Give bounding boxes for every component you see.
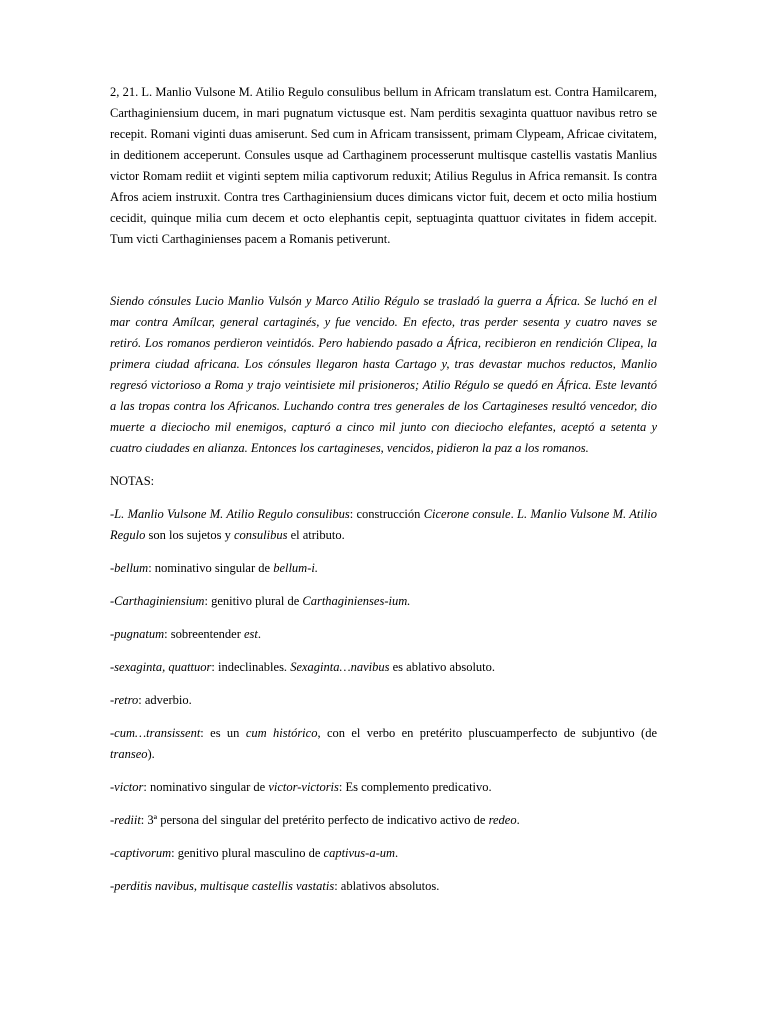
note-term: captivorum <box>114 846 172 860</box>
note-text: es ablativo absoluto. <box>389 660 496 674</box>
note-text: : construcción <box>349 507 424 521</box>
note-term: retro <box>114 693 139 707</box>
note-text: - <box>110 507 115 521</box>
note-term: transeo <box>110 747 148 761</box>
note-text: : nominativo singular de <box>143 780 269 794</box>
note-text: - <box>110 594 115 608</box>
note-term: perditis navibus, multisque castellis vastatis <box>114 879 335 893</box>
note-text: - <box>110 693 115 707</box>
note-term: sexaginta, quattuor <box>114 660 212 674</box>
note-item <box>110 657 657 678</box>
note-text: - <box>110 813 115 827</box>
note-text: - <box>110 726 115 740</box>
note-term: Sexaginta…navibus <box>290 660 390 674</box>
note-term: cum histórico <box>245 726 318 740</box>
note-text: . <box>257 627 262 641</box>
note-text: - <box>110 846 115 860</box>
note-item <box>110 690 657 711</box>
spanish-translation-paragraph: Siendo cónsules Lucio Manlio Vulsón y Marco Atilio Régulo se trasladó la guerra a África. Se luchó en el mar contra Amílcar, general cartaginés, y fue vencido. En efecto, tras perder sesenta y cuatro naves se retiró. Los romanos perdieron veintidós. Pero habiendo pasado a África, recibieron en rendición Clipea, la primera ciudad africana. Los cónsules llegaron hasta Cartago y, tras devastar muchos reductos, Manlio regresó victorioso a Roma y trajo veintisiete mil prisioneros; Atilio Régulo se quedó en África. Este levantó a las tropas contra los Africanos. Luchando contra tres generales de los Cartagineses resultó vencedor, dio muerte a dieciocho mil enemigos, capturó a cinco mil junto con dieciocho elefantes, aceptó a setenta y cuatro ciudades en alianza. Entonces los cartagineses, vencidos, pidieron la paz a los romanos. <box>110 294 657 455</box>
note-item <box>110 843 657 864</box>
note-text: : ablativos absolutos. <box>334 879 440 893</box>
note-term: pugnatum <box>114 627 165 641</box>
note-item <box>110 558 657 579</box>
note-item <box>110 723 657 765</box>
note-term: consulibus <box>233 528 288 542</box>
note-term: rediit <box>114 813 141 827</box>
note-text: - <box>110 561 115 575</box>
note-text: : genitivo plural de <box>204 594 303 608</box>
note-term: Carthaginienses-ium. <box>302 594 411 608</box>
note-term: Carthaginiensium <box>114 594 205 608</box>
note-text: son los sujetos y <box>145 528 234 542</box>
note-text: : sobreentender <box>164 627 244 641</box>
latin-paragraph: 2, 21. L. Manlio Vulsone M. Atilio Regulo consulibus bellum in Africam translatum est. Contra Hamilcarem, Carthaginiensium ducem, in mari pugnatum victusque est. Nam perditis sexaginta quattuor navibus retro se recepit. Romani viginti duas amiserunt. Sed cum in Africam transissent, primam Clypeam, Africae civitatem, in deditionem acceperunt. Consules usque ad Carthaginem processerunt multisque castellis vastatis Manlius victor Romam rediit et viginti septem milia captivorum reduxit; Atilius Regulus in Africa remansit. Is contra Afros aciem instruxit. Contra tres Carthaginiensium duces dimicans victor fuit, decem et octo milia hostium cecidit, quinque milia cum decem et octo elephantis cepit, septuaginta quattuor civitates in fidem accepit. Tum victi Carthaginienses pacem a Romanis petiverunt. <box>110 85 657 246</box>
note-text: . <box>510 507 518 521</box>
note-term: bellum-i. <box>273 561 318 575</box>
note-text: : genitivo plural masculino de <box>171 846 324 860</box>
note-item <box>110 504 657 546</box>
note-text: : adverbio. <box>138 693 192 707</box>
note-item <box>110 777 657 798</box>
note-item <box>110 591 657 612</box>
note-text: : indeclinables. <box>211 660 291 674</box>
note-text: - <box>110 780 115 794</box>
notes-heading: NOTAS: <box>110 474 155 488</box>
note-text: - <box>110 879 115 893</box>
note-term: bellum <box>114 561 149 575</box>
note-term: Cicerone consule <box>423 507 511 521</box>
document-page <box>110 82 657 909</box>
note-term: redeo <box>488 813 517 827</box>
note-term: cum…transissent <box>114 726 201 740</box>
notes-list <box>110 504 657 897</box>
note-text: el atributo. <box>287 528 345 542</box>
note-item <box>110 810 657 831</box>
note-term: victor-victoris <box>268 780 339 794</box>
note-term: L. Manlio Vulsone M. Atilio Regulo <box>110 507 658 542</box>
note-item <box>110 624 657 645</box>
note-text: , con el verbo en pretérito pluscuamperfecto de subjuntivo (de <box>317 726 658 740</box>
note-text: : 3ª persona del singular del pretérito perfecto de indicativo activo de <box>140 813 489 827</box>
note-text: : nominativo singular de <box>148 561 274 575</box>
note-text: : es un <box>200 726 246 740</box>
note-term: L. Manlio Vulsone M. Atilio Regulo consulibus <box>114 507 350 521</box>
note-text: - <box>110 627 115 641</box>
note-item <box>110 876 657 897</box>
note-text: : Es complemento predicativo. <box>338 780 492 794</box>
note-text: . <box>516 813 520 827</box>
note-term: est <box>244 627 258 641</box>
note-term: captivus-a-um <box>323 846 396 860</box>
note-text: - <box>110 660 115 674</box>
note-term: victor <box>114 780 144 794</box>
note-text: . <box>395 846 399 860</box>
note-text: ). <box>147 747 155 761</box>
